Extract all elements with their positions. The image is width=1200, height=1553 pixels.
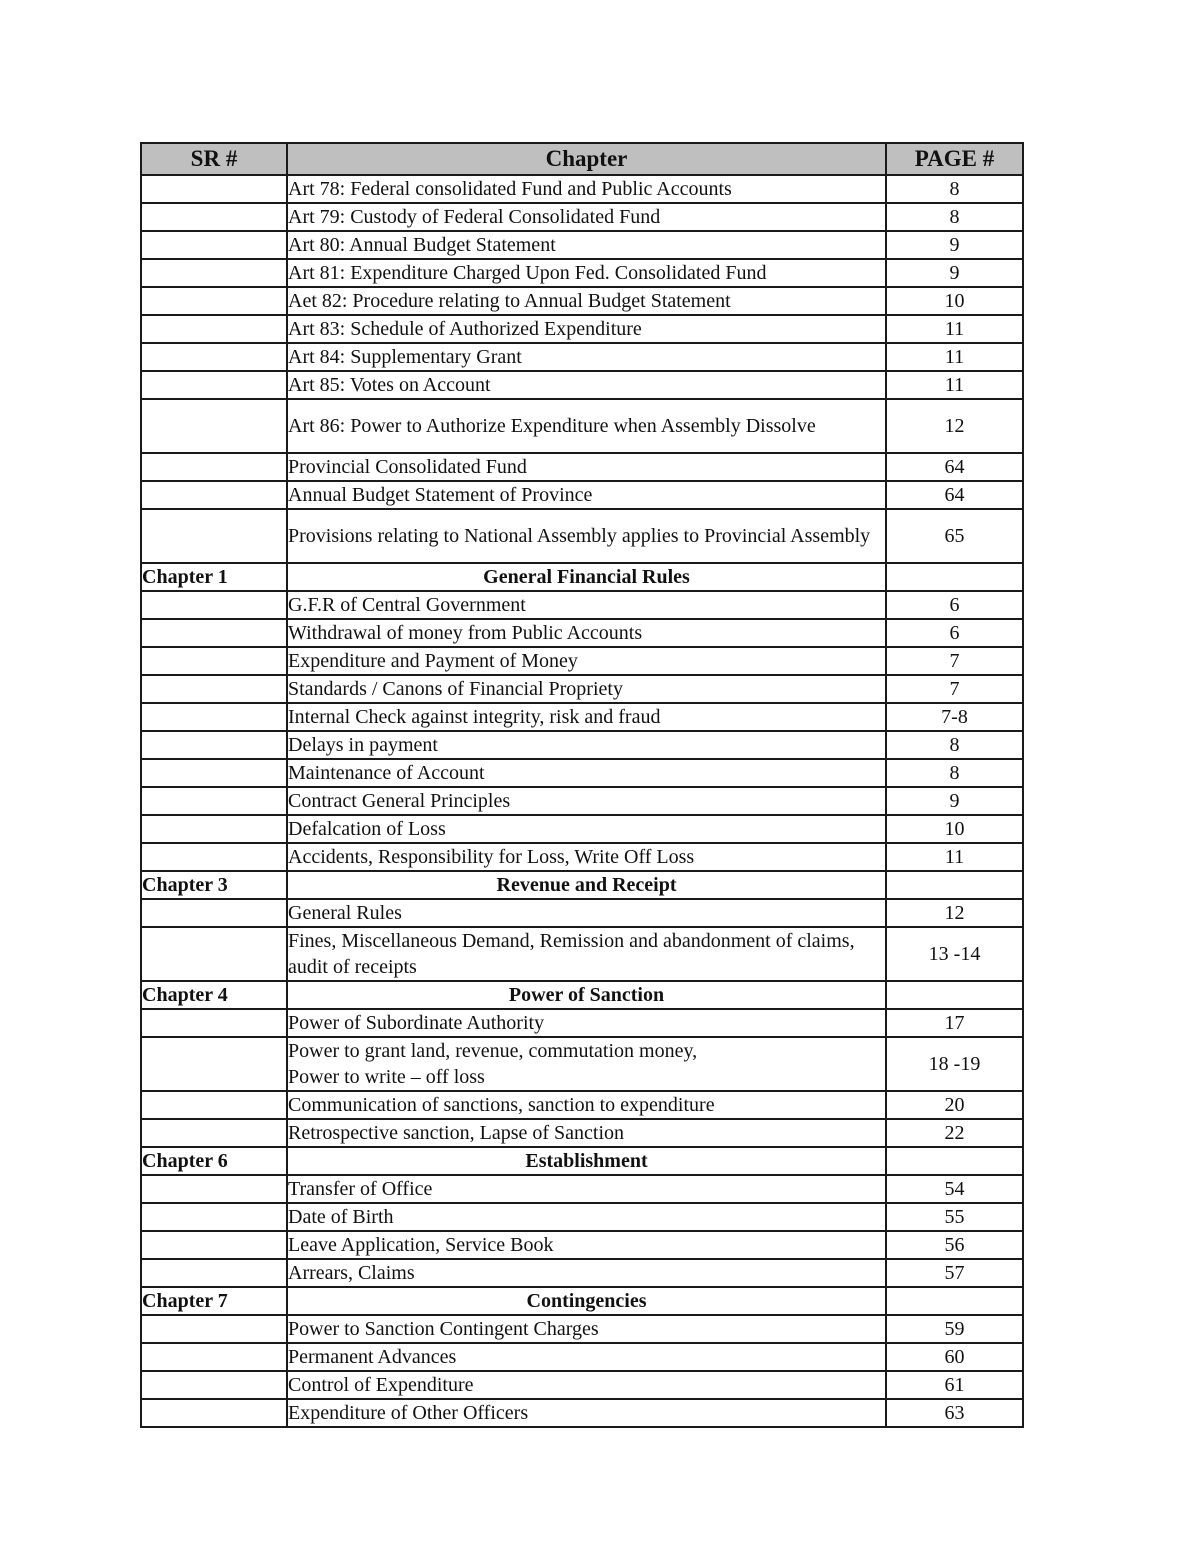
header-chapter: Chapter [287,143,886,175]
chapter-cell: Art 86: Power to Authorize Expenditure when Assembly Dissolve [287,399,886,453]
table-row [141,703,1023,731]
chapter-cell: Aet 82: Procedure relating to Annual Budget Statement [287,287,886,315]
sr-cell [141,231,287,259]
section-row [141,981,1023,1009]
page-cell: 57 [886,1259,1023,1287]
chapter-cell: Date of Birth [287,1203,886,1231]
sr-cell [141,647,287,675]
chapter-cell: Art 85: Votes on Account [287,371,886,399]
chapter-cell: Expenditure of Other Officers [287,1399,886,1427]
chapter-cell: Fines, Miscellaneous Demand, Remission and abandonment of claims, audit of receipts [287,927,886,981]
table-row [141,619,1023,647]
page-cell: 9 [886,787,1023,815]
sr-cell [141,1343,287,1371]
page-cell: 20 [886,1091,1023,1119]
sr-cell [141,759,287,787]
page-cell: 56 [886,1231,1023,1259]
chapter-cell: Contingencies [287,1287,886,1315]
page-cell: 22 [886,1119,1023,1147]
chapter-cell: Annual Budget Statement of Province [287,481,886,509]
chapter-cell: General Financial Rules [287,563,886,591]
sr-cell [141,843,287,871]
chapter-cell: Establishment [287,1147,886,1175]
sr-cell [141,1009,287,1037]
sr-cell [141,703,287,731]
section-row [141,871,1023,899]
page-cell: 8 [886,203,1023,231]
chapter-cell: Withdrawal of money from Public Accounts [287,619,886,647]
sr-cell [141,509,287,563]
sr-cell: Chapter 4 [141,981,287,1009]
page-cell: 7 [886,647,1023,675]
page-cell: 17 [886,1009,1023,1037]
table-row [141,259,1023,287]
table-row [141,175,1023,203]
chapter-cell: Provisions relating to National Assembly applies to Provincial Assembly [287,509,886,563]
sr-cell [141,815,287,843]
chapter-cell: Standards / Canons of Financial Propriety [287,675,886,703]
page-cell: 64 [886,481,1023,509]
chapter-cell: Art 81: Expenditure Charged Upon Fed. Consolidated Fund [287,259,886,287]
chapter-cell: Power of Subordinate Authority [287,1009,886,1037]
page-cell [886,871,1023,899]
table-row [141,843,1023,871]
table-row [141,647,1023,675]
chapter-cell: Expenditure and Payment of Money [287,647,886,675]
table-row [141,899,1023,927]
table-row [141,481,1023,509]
page-cell: 61 [886,1371,1023,1399]
table-row [141,731,1023,759]
section-row [141,563,1023,591]
table-row [141,509,1023,563]
page-cell: 10 [886,287,1023,315]
page-cell [886,563,1023,591]
chapter-cell: Leave Application, Service Book [287,1231,886,1259]
table-row [141,1037,1023,1091]
table-row [141,927,1023,981]
page-cell: 11 [886,315,1023,343]
chapter-cell: Defalcation of Loss [287,815,886,843]
sr-cell [141,287,287,315]
table-body [141,175,1023,1427]
page-cell: 13 -14 [886,927,1023,981]
page-cell: 6 [886,619,1023,647]
section-row [141,1287,1023,1315]
sr-cell [141,453,287,481]
page-cell: 18 -19 [886,1037,1023,1091]
table-row [141,1399,1023,1427]
chapter-cell: Control of Expenditure [287,1371,886,1399]
chapter-cell: Revenue and Receipt [287,871,886,899]
sr-cell [141,619,287,647]
sr-cell [141,399,287,453]
table-row [141,1203,1023,1231]
sr-cell [141,343,287,371]
table-row [141,1119,1023,1147]
table-row [141,1091,1023,1119]
chapter-cell: Delays in payment [287,731,886,759]
page-cell: 6 [886,591,1023,619]
page-cell: 7-8 [886,703,1023,731]
sr-cell [141,1315,287,1343]
chapter-cell: Power to Sanction Contingent Charges [287,1315,886,1343]
page-cell: 9 [886,259,1023,287]
page-cell: 63 [886,1399,1023,1427]
sr-cell [141,591,287,619]
header-page: PAGE # [886,143,1023,175]
chapter-cell: Transfer of Office [287,1175,886,1203]
chapter-cell: Arrears, Claims [287,1259,886,1287]
sr-cell [141,1259,287,1287]
sr-cell [141,899,287,927]
sr-cell: Chapter 1 [141,563,287,591]
page-cell: 9 [886,231,1023,259]
table-row [141,203,1023,231]
page-cell: 12 [886,899,1023,927]
page-cell: 55 [886,1203,1023,1231]
chapter-cell: G.F.R of Central Government [287,591,886,619]
sr-cell [141,481,287,509]
page-cell: 65 [886,509,1023,563]
sr-cell [141,259,287,287]
chapter-cell: Power to grant land, revenue, commutation money, Power to write – off loss [287,1037,886,1091]
table-row [141,1343,1023,1371]
chapter-cell: Power of Sanction [287,981,886,1009]
sr-cell: Chapter 7 [141,1287,287,1315]
sr-cell: Chapter 3 [141,871,287,899]
sr-cell [141,1037,287,1091]
table-row [141,1259,1023,1287]
page-cell: 8 [886,731,1023,759]
sr-cell [141,175,287,203]
table-row [141,1371,1023,1399]
page-cell: 64 [886,453,1023,481]
chapter-cell: Communication of sanctions, sanction to expenditure [287,1091,886,1119]
page-cell: 8 [886,759,1023,787]
sr-cell [141,315,287,343]
page-cell: 8 [886,175,1023,203]
chapter-cell: Art 78: Federal consolidated Fund and Public Accounts [287,175,886,203]
header-row [141,143,1023,175]
chapter-cell: Art 79: Custody of Federal Consolidated Fund [287,203,886,231]
chapter-cell: Art 84: Supplementary Grant [287,343,886,371]
sr-cell: Chapter 6 [141,1147,287,1175]
table-row [141,759,1023,787]
chapter-cell: Internal Check against integrity, risk and fraud [287,703,886,731]
page-cell: 7 [886,675,1023,703]
page-cell [886,1147,1023,1175]
page-cell: 11 [886,343,1023,371]
sr-cell [141,203,287,231]
sr-cell [141,1371,287,1399]
sr-cell [141,1399,287,1427]
table-row [141,787,1023,815]
sr-cell [141,1175,287,1203]
page-cell: 11 [886,371,1023,399]
chapter-cell: Art 83: Schedule of Authorized Expenditure [287,315,886,343]
sr-cell [141,787,287,815]
table-row [141,453,1023,481]
table-row [141,815,1023,843]
chapter-cell: Retrospective sanction, Lapse of Sanction [287,1119,886,1147]
sr-cell [141,675,287,703]
sr-cell [141,1119,287,1147]
page-cell: 11 [886,843,1023,871]
table-row [141,399,1023,453]
chapter-cell: Art 80: Annual Budget Statement [287,231,886,259]
sr-cell [141,927,287,981]
table-row [141,591,1023,619]
chapter-cell: General Rules [287,899,886,927]
chapter-cell: Maintenance of Account [287,759,886,787]
page-cell: 10 [886,815,1023,843]
page-cell [886,1287,1023,1315]
chapter-cell: Provincial Consolidated Fund [287,453,886,481]
table-row [141,1175,1023,1203]
sr-cell [141,731,287,759]
table-row [141,1231,1023,1259]
page-cell: 60 [886,1343,1023,1371]
table-row [141,287,1023,315]
page-cell: 59 [886,1315,1023,1343]
sr-cell [141,1091,287,1119]
chapter-cell: Permanent Advances [287,1343,886,1371]
table-row [141,675,1023,703]
page-cell: 54 [886,1175,1023,1203]
sr-cell [141,1203,287,1231]
chapter-cell: Accidents, Responsibility for Loss, Write Off Loss [287,843,886,871]
table-row [141,231,1023,259]
header-sr: SR # [141,143,287,175]
chapter-cell: Contract General Principles [287,787,886,815]
table-row [141,315,1023,343]
contents-table [140,142,1024,1428]
table-row [141,1009,1023,1037]
table-row [141,343,1023,371]
page-cell [886,981,1023,1009]
table-row [141,1315,1023,1343]
sr-cell [141,1231,287,1259]
sr-cell [141,371,287,399]
table-row [141,371,1023,399]
section-row [141,1147,1023,1175]
page-cell: 12 [886,399,1023,453]
